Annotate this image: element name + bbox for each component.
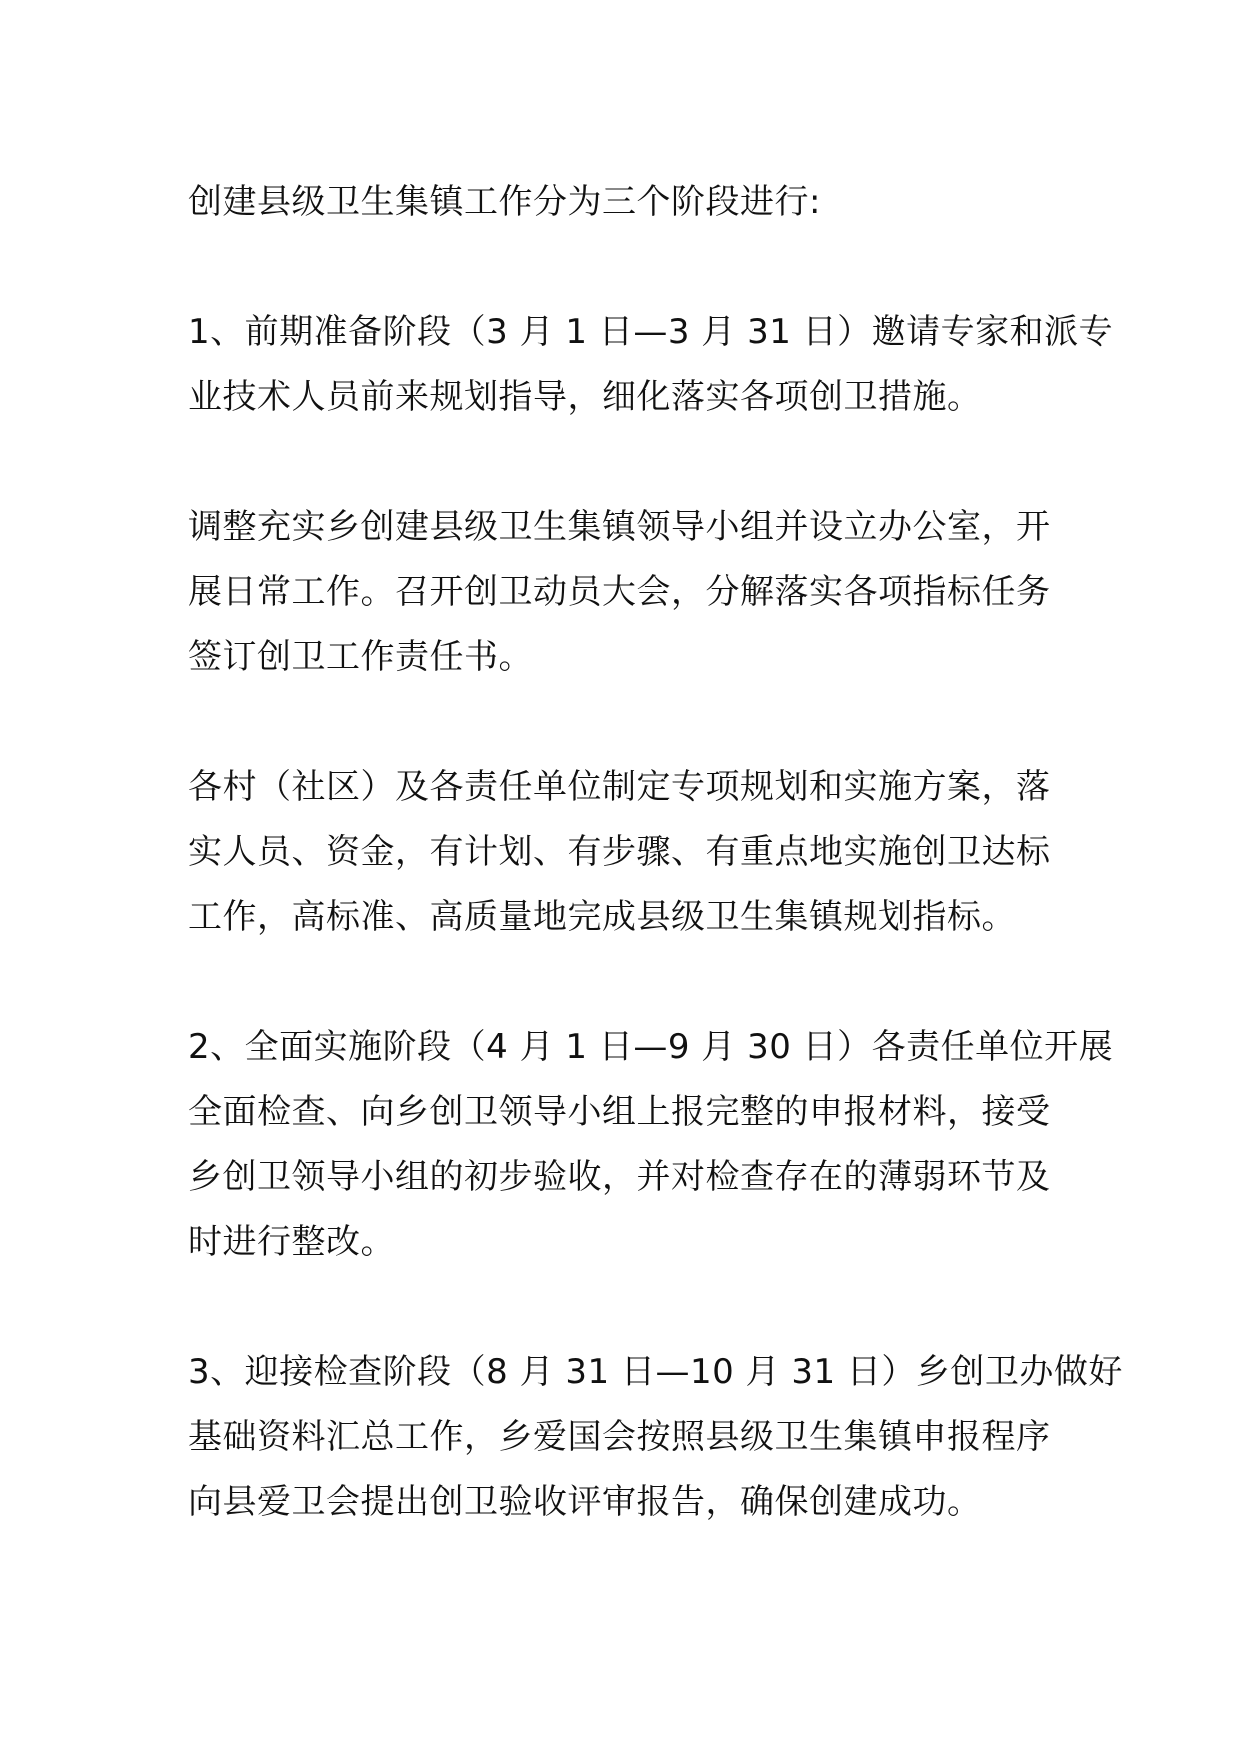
text-line: 2、全面实施阶段（4 月 1 日—9 月 30 日）各责任单位开展 <box>188 1027 1114 1067</box>
paragraph-stage-2 <box>188 1015 1114 1275</box>
paragraph-leadership-group <box>188 495 1058 690</box>
text-line: 实人员、资金，有计划、有步骤、有重点地实施创卫达标 <box>188 832 1051 872</box>
document-body <box>188 170 1123 1600</box>
text-line: 基础资料汇总工作，乡爱国会按照县级卫生集镇申报程序 <box>188 1417 1051 1457</box>
paragraph-village-plans <box>188 755 1058 950</box>
paragraph-stage-3 <box>188 1340 1123 1535</box>
text-line: 业技术人员前来规划指导，细化落实各项创卫措施。 <box>188 377 982 417</box>
text-line: 各村（社区）及各责任单位制定专项规划和实施方案，落 <box>188 767 1051 807</box>
text-line: 乡创卫领导小组的初步验收，并对检查存在的薄弱环节及 <box>188 1157 1051 1197</box>
text-line: 签订创卫工作责任书。 <box>188 637 533 677</box>
text-line: 3、迎接检查阶段（8 月 31 日—10 月 31 日）乡创卫办做好 <box>188 1352 1123 1392</box>
paragraph-intro <box>188 170 1058 235</box>
text-line: 调整充实乡创建县级卫生集镇领导小组并设立办公室，开 <box>188 507 1051 547</box>
text-line: 创建县级卫生集镇工作分为三个阶段进行: <box>188 182 821 222</box>
text-line: 向县爱卫会提出创卫验收评审报告，确保创建成功。 <box>188 1482 982 1522</box>
text-line: 工作，高标准、高质量地完成县级卫生集镇规划指标。 <box>188 897 1016 937</box>
text-line: 展日常工作。召开创卫动员大会，分解落实各项指标任务 <box>188 572 1051 612</box>
text-line: 时进行整改。 <box>188 1222 395 1262</box>
text-line: 1、前期准备阶段（3 月 1 日—3 月 31 日）邀请专家和派专 <box>188 312 1114 352</box>
text-line: 全面检查、向乡创卫领导小组上报完整的申报材料，接受 <box>188 1092 1051 1132</box>
paragraph-stage-1 <box>188 300 1114 430</box>
